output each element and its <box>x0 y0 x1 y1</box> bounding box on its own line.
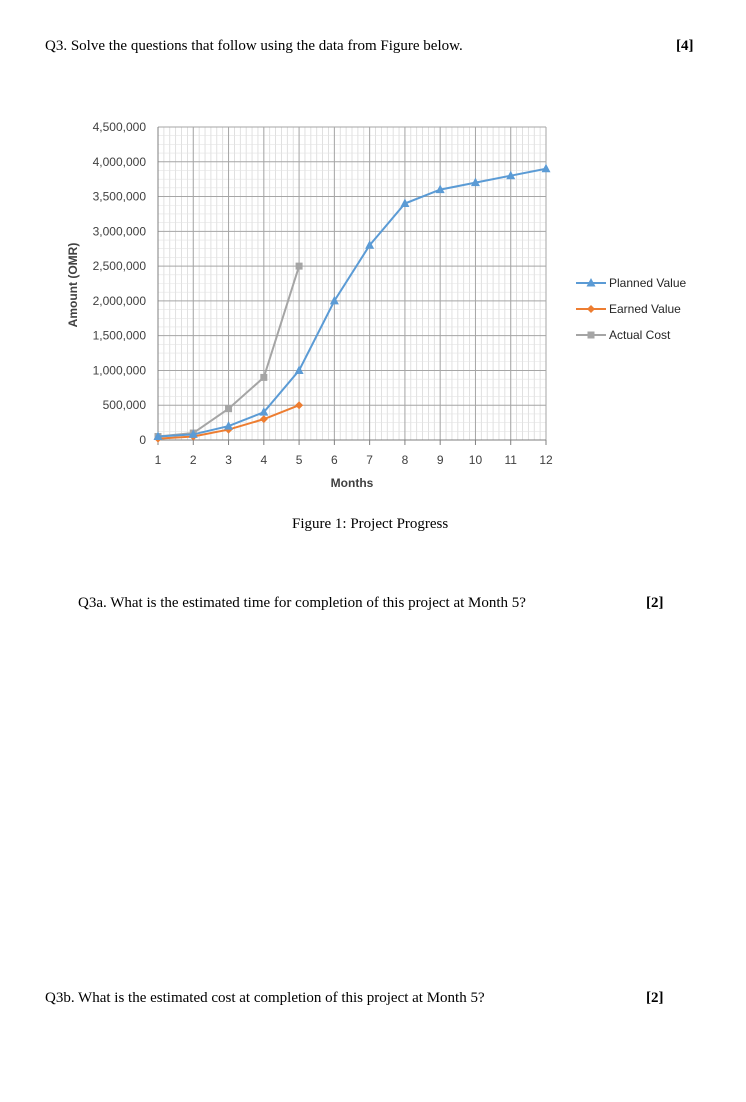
y-tick-label: 500,000 <box>102 398 146 413</box>
x-tick-label: 4 <box>260 453 268 467</box>
x-tick-label: 2 <box>189 453 197 467</box>
x-tick-label: 10 <box>468 453 483 467</box>
y-tick-label: 2,500,000 <box>92 259 146 274</box>
legend-label-planned-value: Planned Value <box>609 276 687 290</box>
x-tick-label: 12 <box>539 453 553 467</box>
x-tick-label: 8 <box>401 453 409 467</box>
data-point-earned-value <box>260 415 268 423</box>
x-tick-label: 11 <box>504 453 517 467</box>
data-point-actual-cost <box>296 263 303 270</box>
chart-legend <box>576 276 687 342</box>
x-tick-label: 7 <box>366 453 373 467</box>
y-axis-label: Amount (OMR) <box>66 242 80 328</box>
data-point-earned-value <box>295 401 303 409</box>
y-tick-labels <box>93 120 147 447</box>
legend-label-actual-cost: Actual Cost <box>609 328 671 342</box>
question-q3a: Q3a. What is the estimated time for completion of this project at Month 5? <box>78 595 526 611</box>
y-tick-label: 3,500,000 <box>92 189 146 204</box>
marks-q3: [4] <box>676 38 694 54</box>
legend-label-earned-value: Earned Value <box>609 302 681 316</box>
marks-q3b: [2] <box>646 990 664 1006</box>
x-tick-label: 5 <box>295 453 303 467</box>
y-tick-label: 2,000,000 <box>92 293 146 308</box>
question-q3: Q3. Solve the questions that follow using the data from Figure below. <box>45 38 463 54</box>
question-q3b: Q3b. What is the estimated cost at completion of this project at Month 5? <box>45 990 485 1006</box>
legend-marker-actual-cost <box>588 332 595 339</box>
data-point-planned-value <box>295 365 304 374</box>
data-point-actual-cost <box>225 405 232 412</box>
y-tick-label: 1,500,000 <box>92 328 146 343</box>
chart-grid <box>158 127 546 440</box>
y-tick-label: 4,000,000 <box>92 154 146 169</box>
y-tick-label: 1,000,000 <box>92 363 146 378</box>
y-tick-label: 0 <box>139 433 146 447</box>
y-tick-label: 3,000,000 <box>92 224 146 239</box>
x-tick-label: 9 <box>436 453 444 467</box>
x-tick-label: 3 <box>225 453 232 467</box>
x-tick-label: 6 <box>331 453 338 467</box>
marks-q3a: [2] <box>646 595 664 611</box>
x-tick-labels <box>155 453 553 467</box>
x-tick-label: 1 <box>154 453 162 467</box>
project-progress-chart <box>0 0 746 510</box>
y-tick-label: 4,500,000 <box>92 120 146 134</box>
data-point-actual-cost <box>260 374 267 381</box>
legend-marker-earned-value <box>587 305 595 313</box>
data-point-planned-value <box>542 164 551 173</box>
figure-caption: Figure 1: Project Progress <box>292 516 449 532</box>
x-axis-label: Months <box>330 476 374 490</box>
